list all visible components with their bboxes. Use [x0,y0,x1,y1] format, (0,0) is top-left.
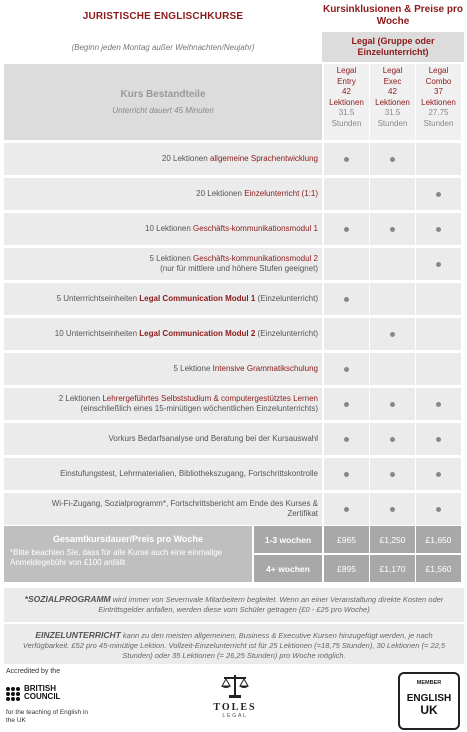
row-label-highlight: Intensive Grammatikschulung [212,364,318,373]
included-dot-icon [390,227,395,232]
inclusions-header: Kursinklusionen & Preise pro Woche [322,4,464,27]
english-uk-badge [398,672,460,730]
row-label-line [149,254,318,264]
row-label-highlight: Legal Communication Modul 1 [139,294,256,303]
table-row [4,143,464,175]
price-cell: £1,650 [416,526,461,553]
toles-sub: LEGAL [222,713,248,719]
inclusion-cell [324,283,369,315]
row-label-prefix: 20 Lektionen [161,154,210,163]
row-label-line: (einschließlich eines 15-minütigen wöchentlichen Einzelunterrichts) [80,404,318,413]
course-lessons-count: 42 [388,87,397,96]
row-label-line [60,469,318,479]
course-name-line: Entry [337,76,356,86]
row-label-line [109,434,318,444]
inclusion-cell [324,143,369,175]
row-label [4,143,322,175]
private-lessons-heading: EINZELUNTERRICHT [35,630,121,640]
inclusion-cell [324,248,369,280]
course-hours: 27.75 [428,108,449,117]
included-dot-icon [390,472,395,477]
table-row [4,283,464,315]
private-lessons-text: kann zu den meisten allgemeinen, Business & Executive Kursen hinzugefügt werden, je nach Verfügbarkeit. £52 pro 45-minütige Lektion. Vollzeit-Einzelunterricht ist für 25 Lektionen (=18,75 Stunden), 30 Lektionen (= 22,5 Stunden) oder 35 Lektionen (= 26,25 Stunden) pro Woche möglich. [22,631,446,660]
inclusion-cell [416,493,461,525]
inclusion-cell [416,388,461,420]
row-label-line [145,224,318,234]
private-lessons-note [4,624,464,664]
row-label-line [55,329,318,339]
row-label-prefix: 10 Unterrichtseinheiten [54,329,140,338]
row-label-line: Zertifikat [287,509,318,518]
price-cell: £1,250 [370,526,415,553]
included-dot-icon [436,507,441,512]
row-label-highlight: Einzelunterricht (1:1) [244,189,318,198]
inclusion-cell [324,178,369,210]
included-dot-icon [344,472,349,477]
course-hours-label: Stunden [377,118,408,128]
member-label: MEMBER [416,680,442,686]
included-dot-icon [390,332,395,337]
inclusion-cell [370,318,415,350]
inclusion-cell [324,458,369,490]
course-name-line: Legal [336,66,357,75]
inclusion-cell [370,143,415,175]
british-council-tagline: for the teaching of English in the UK [6,709,89,724]
duration-label: 1-3 wochen [254,526,322,553]
inclusion-cell [416,283,461,315]
row-label-line [52,499,318,509]
included-dot-icon [344,297,349,302]
course-lessons-label: Lektionen [329,97,364,107]
included-dot-icon [344,437,349,442]
toles-name: TOLES [213,702,257,713]
row-label-suffix: (Einzelunterricht) [255,294,318,303]
inclusion-cell [324,213,369,245]
table-row [4,458,464,490]
inclusion-cell [416,423,461,455]
inclusion-cell [370,388,415,420]
accredited-label: Accredited by the [6,668,61,675]
included-dot-icon [344,402,349,407]
row-label-prefix: 10 Lektionen [145,224,194,233]
table-row [4,318,464,350]
inclusion-cell [324,353,369,385]
inclusion-cell [416,178,461,210]
scales-icon [220,672,250,700]
row-label-prefix: 5 Unterrrichtseinheiten [56,294,140,303]
row-label-prefix: 20 Lektionen [196,189,245,198]
course-lessons-count: 37 [434,87,443,96]
row-label [4,213,322,245]
registration-fee-note: *Bitte beachten Sie, dass für alle Kurse auch eine einmalige Anmeldegebühr von £100 anfällt [10,548,223,567]
row-label [4,283,322,315]
inclusion-cell [370,458,415,490]
row-label [4,318,322,350]
included-dot-icon [344,367,349,372]
components-title: Kurs Bestandteile [120,89,206,100]
row-label [4,458,322,490]
row-label-prefix: Vorkurs Bedarfsanalyse und Beratung bei der Kursauswahl [108,434,318,443]
table-row [4,353,464,385]
row-label-line [59,394,318,404]
british-council-wordmark: BRITISH COUNCIL [24,684,61,701]
inclusion-cell [324,493,369,525]
inclusion-cell [416,143,461,175]
row-label-line [162,154,318,164]
row-label-prefix: 2 Lektionen [58,394,103,403]
group-header: Legal (Gruppe oder Einzelunterricht) [322,32,464,62]
price-cell: £1,560 [416,555,461,582]
inclusion-cell [416,248,461,280]
included-dot-icon [390,437,395,442]
course-lessons-label: Lektionen [375,97,410,107]
inclusion-cell [370,248,415,280]
row-label-highlight: Lehrergeführtes Selbststudium & computergestütztes Lernen [102,394,318,403]
included-dot-icon [390,402,395,407]
inclusion-cell [416,213,461,245]
course-lessons-count: 42 [342,87,351,96]
row-label [4,178,322,210]
row-label-prefix: 5 Lektionen [149,254,194,263]
inclusion-cell [324,388,369,420]
course-hours-label: Stunden [423,118,454,128]
included-dot-icon [344,227,349,232]
row-label-suffix: (Einzelunterricht) [255,329,318,338]
row-label-highlight: Legal Communication Modul 2 [139,329,256,338]
course-header-combo [416,64,461,140]
row-label-highlight: Geschäfts-kommunikationsmodul 1 [193,224,318,233]
inclusion-cell [370,213,415,245]
start-note: (Beginn jeden Montag außer Weihnachten/Neujahr) [71,42,255,52]
table-row [4,493,464,525]
included-dot-icon [436,437,441,442]
row-label-prefix: Wi-Fi-Zugang, Sozialprogramm*, Fortschrittsbericht am Ende des Kurses & [51,499,318,508]
row-label-highlight: allgemeine Sprachentwicklung [209,154,318,163]
components-subtitle: Unterricht dauert 45 Minuten [112,106,214,115]
price-cell: £1,170 [370,555,415,582]
price-cell: £895 [324,555,369,582]
included-dot-icon [436,472,441,477]
course-lessons-label: Lektionen [421,97,456,107]
toles-logo [205,672,265,719]
row-label-line [173,364,318,374]
inclusion-cell [370,493,415,525]
course-header-exec [370,64,415,140]
course-hours: 31.5 [384,108,401,117]
inclusion-cell [416,353,461,385]
row-label-line: (nur für mittlere und höhere Stufen geeignet) [160,264,318,273]
uk-label: UK [420,703,438,717]
included-dot-icon [436,227,441,232]
page-title: JURISTISCHE ENGLISCHKURSE [82,10,244,22]
inclusion-cell [324,423,369,455]
included-dot-icon [436,192,441,197]
included-dot-icon [344,507,349,512]
british-council-dots-icon [6,687,20,701]
social-program-heading: *SOZIALPROGRAMM [24,594,111,604]
course-hours: 31.5 [338,108,355,117]
row-label-line [196,189,318,199]
row-label-line [57,294,318,304]
included-dot-icon [344,157,349,162]
inclusion-cell [370,423,415,455]
inclusion-cell [370,283,415,315]
price-cell: £965 [324,526,369,553]
table-row [4,178,464,210]
row-label [4,353,322,385]
inclusion-cell [416,318,461,350]
row-label [4,388,322,420]
pricing-label [4,526,252,582]
inclusion-cell [324,318,369,350]
social-program-text: wird immer von Severnvale Mitarbeitern begleitet. Wenn an einer Veranstaltung direkte Kosten oder Eintrittsgelder anfallen, werden diese vom Schüler getragen (£0 - £25 pro Woche) [98,595,444,614]
row-label [4,248,322,280]
course-name-line: Exec [383,76,402,86]
duration-label: 4+ wochen [254,555,322,582]
table-row [4,388,464,420]
row-label-highlight: Geschäfts-kommunikationsmodul 2 [193,254,318,263]
social-program-note [4,588,464,622]
included-dot-icon [390,157,395,162]
included-dot-icon [390,507,395,512]
course-header-entry [324,64,369,140]
included-dot-icon [436,402,441,407]
pricing-title: Gesamtkursdauer/Preis pro Woche [53,534,203,544]
course-name-line: Legal [382,66,403,75]
course-hours-label: Stunden [331,118,362,128]
inclusion-cell [370,178,415,210]
row-label [4,423,322,455]
row-label-prefix: 5 Lektione [173,364,213,373]
row-label [4,493,322,525]
table-row [4,213,464,245]
included-dot-icon [436,262,441,267]
components-header [4,64,322,140]
english-label: ENGLISH [406,693,452,704]
table-row [4,248,464,280]
course-name-line: Legal [428,66,449,75]
inclusion-cell [370,353,415,385]
row-label-prefix: Einstufungstest, Lehrmaterialien, Bibliothekszugang, Fortschrittskontrolle [60,469,318,478]
course-name-line: Combo [425,76,452,86]
inclusion-cell [416,458,461,490]
table-row [4,423,464,455]
